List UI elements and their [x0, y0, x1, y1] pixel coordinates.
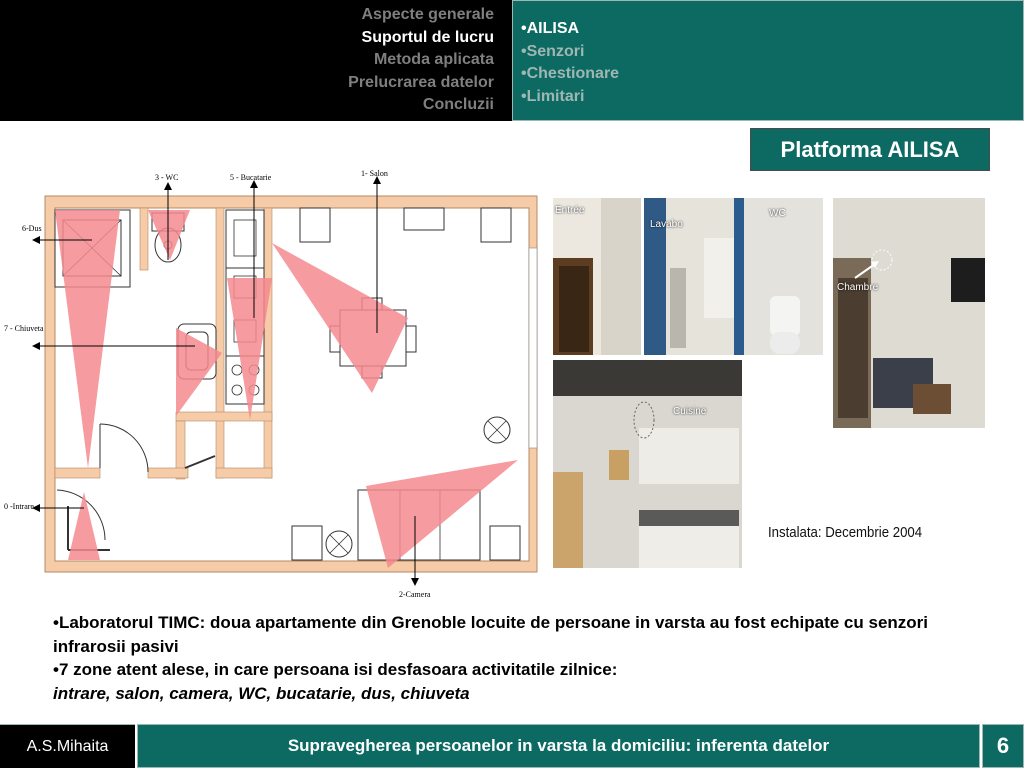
slide-title: Platforma AILISA — [750, 128, 990, 171]
body-line-zone-list: intrare, salon, camera, WC, bucatarie, dus, chiuveta — [53, 683, 470, 703]
plan-label-bucatarie: 5 - Bucatarie — [230, 173, 272, 182]
footer-author: A.S.Mihaita — [0, 724, 135, 768]
photo-caption-wc: WC — [769, 208, 786, 219]
header-subsection-panel — [512, 0, 1024, 121]
floor-plan-drawing — [0, 168, 545, 608]
plan-label-dus: 6-Dus — [22, 224, 42, 233]
section-nav — [348, 4, 494, 117]
plan-label-camera: 2-Camera — [399, 590, 431, 599]
floor-plan — [0, 168, 545, 608]
plan-label-salon: 1- Salon — [361, 169, 388, 178]
photo-caption-chambre: Chambre — [837, 282, 879, 293]
body-line-zones: •7 zone atent alese, in care persoana isi desfasoara activitatile zilnice: — [53, 660, 618, 679]
nav-item-metoda-aplicata[interactable]: Metoda aplicata — [373, 51, 494, 68]
nav-item-suportul-de-lucru[interactable]: Suportul de lucru — [361, 28, 494, 46]
install-date: Instalata: Decembrie 2004 — [768, 524, 923, 541]
nav-item-prelucrarea-datelor[interactable]: Prelucrarea datelor — [348, 73, 494, 91]
plan-label-wc: 3 - WC — [155, 173, 179, 182]
photo-caption-cuisine: Cuisine — [673, 406, 707, 417]
photo-cuisine — [553, 360, 742, 568]
footer-title: Supravegherea persoanelor in varsta la domiciliu: inferenta datelor — [137, 724, 980, 768]
footer-page-number: 6 — [982, 724, 1024, 768]
subsection-limitari[interactable]: •Limitari — [521, 87, 585, 105]
photo-entree — [553, 198, 641, 355]
subsection-ailisa[interactable]: •AILISA — [521, 20, 580, 37]
nav-item-aspecte-generale[interactable]: Aspecte generale — [361, 6, 494, 23]
photo-chambre — [833, 198, 985, 428]
pointer-arrow-icon — [833, 198, 985, 428]
subsection-senzori[interactable]: •Senzori — [521, 42, 585, 60]
nav-item-concluzii[interactable]: Concluzii — [422, 96, 494, 113]
photo-lavabo — [644, 198, 734, 355]
pointer-circle-icon — [553, 360, 742, 568]
plan-label-intrare: 0 -Intrare — [4, 502, 34, 511]
body-text — [53, 611, 993, 705]
subsection-chestionare[interactable]: •Chestionare — [521, 65, 620, 82]
subsection-nav — [521, 18, 619, 108]
header-nav-panel — [0, 0, 512, 121]
photo-caption-entree: Entrée — [555, 205, 585, 216]
photo-caption-lavabo: Lavabo — [650, 219, 683, 230]
plan-label-chiuveta: 7 - Chiuveta — [4, 324, 44, 333]
photo-wc — [734, 198, 823, 355]
body-line-laboratory: •Laboratorul TIMC: doua apartamente din Grenoble locuite de persoane in varsta au fost echipate cu senzori infrarosii pasivi — [53, 613, 929, 656]
